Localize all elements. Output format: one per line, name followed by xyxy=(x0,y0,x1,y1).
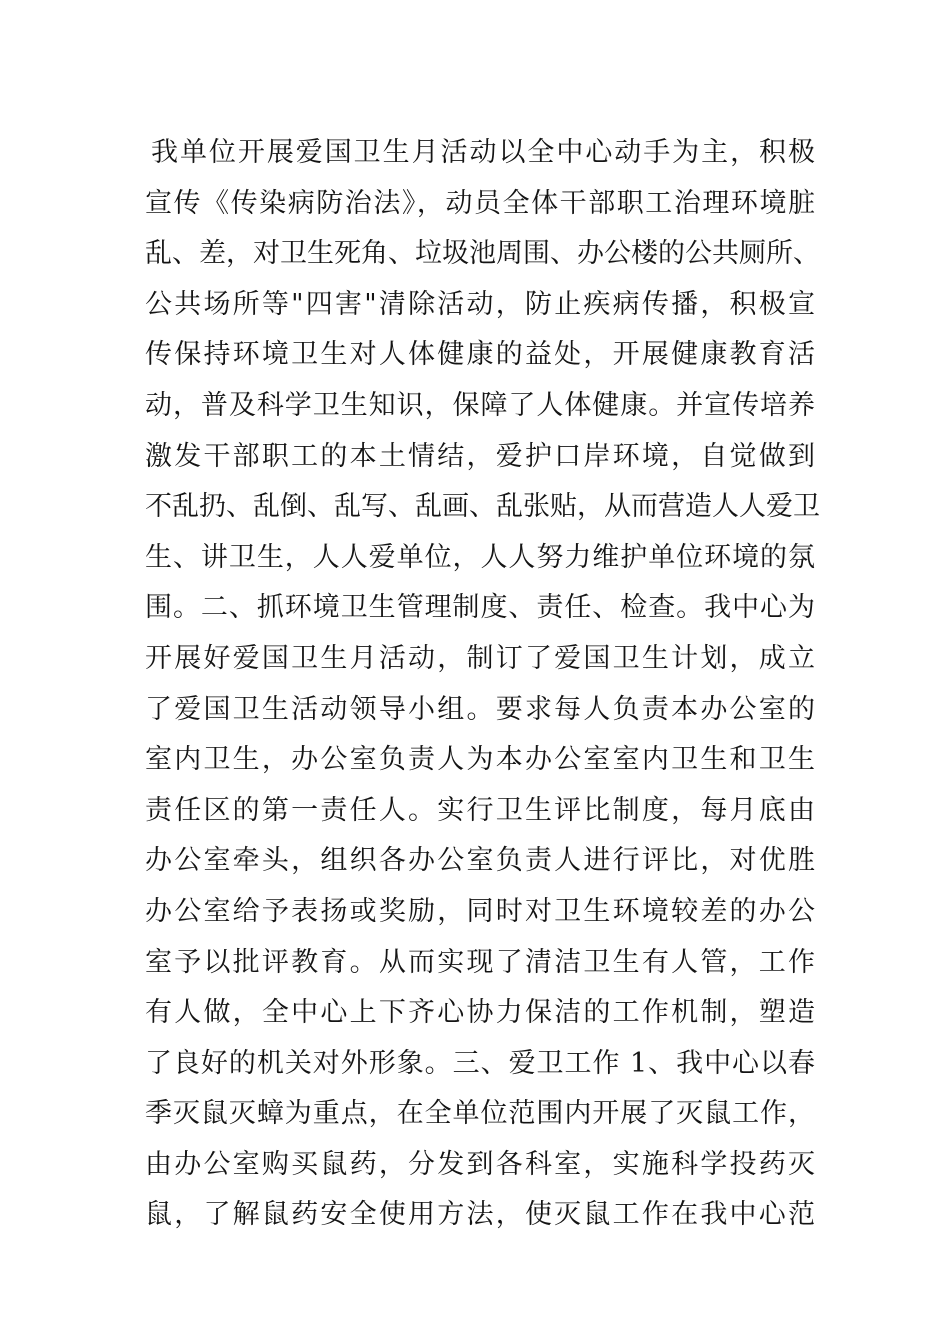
text-line: 我单位开展爱国卫生月活动以全中心动手为主，积极 xyxy=(151,137,815,168)
text-line: 动，普及科学卫生知识，保障了人体健康。并宣传培养 xyxy=(145,389,815,421)
text-line: 开展好爱国卫生月活动，制订了爱国卫生计划，成立 xyxy=(145,642,815,674)
text-line: 围。二、抓环境卫生管理制度、责任、检查。我中心为 xyxy=(145,592,815,624)
text-line: 了爱国卫生活动领导小组。要求每人负责本办公室的 xyxy=(145,693,815,725)
text-line: 季灭鼠灭蟑为重点，在全单位范围内开展了灭鼠工作， xyxy=(145,1098,815,1130)
text-line: 室予以批评教育。从而实现了清洁卫生有人管，工作 xyxy=(145,946,815,978)
text-line: 鼠，了解鼠药安全使用方法，使灭鼠工作在我中心范 xyxy=(145,1199,815,1231)
text-line: 了良好的机关对外形象。三、爱卫工作 1、我中心以春 xyxy=(145,1047,815,1079)
text-line: 室内卫生，办公室负责人为本办公室室内卫生和卫生 xyxy=(145,744,815,776)
text-line: 宣传《传染病防治法》，动员全体干部职工治理环境脏 xyxy=(145,187,815,219)
text-line: 不乱扔、乱倒、乱写、乱画、乱张贴，从而营造人人爱卫 xyxy=(145,491,820,523)
text-line: 传保持环境卫生对人体健康的益处，开展健康教育活 xyxy=(145,339,815,371)
text-line: 由办公室购买鼠药，分发到各科室，实施科学投药灭 xyxy=(145,1148,815,1180)
text-line: 办公室牵头，组织各办公室负责人进行评比，对优胜 xyxy=(145,845,815,877)
text-line: 生、讲卫生，人人爱单位，人人努力维护单位环境的氛 xyxy=(145,541,815,573)
text-line: 公共场所等"四害"清除活动，防止疾病传播，积极宣 xyxy=(145,288,815,320)
text-line: 激发干部职工的本土情结，爱护口岸环境，自觉做到 xyxy=(145,440,815,472)
text-line: 责任区的第一责任人。实行卫生评比制度，每月底由 xyxy=(145,794,815,826)
body-paragraph xyxy=(145,128,820,1241)
text-line: 办公室给予表扬或奖励，同时对卫生环境较差的办公 xyxy=(145,895,815,927)
text-line: 乱、差，对卫生死角、垃圾池周围、办公楼的公共厕所、 xyxy=(145,238,820,270)
text-line: 有人做，全中心上下齐心协力保洁的工作机制，塑造 xyxy=(145,997,815,1029)
